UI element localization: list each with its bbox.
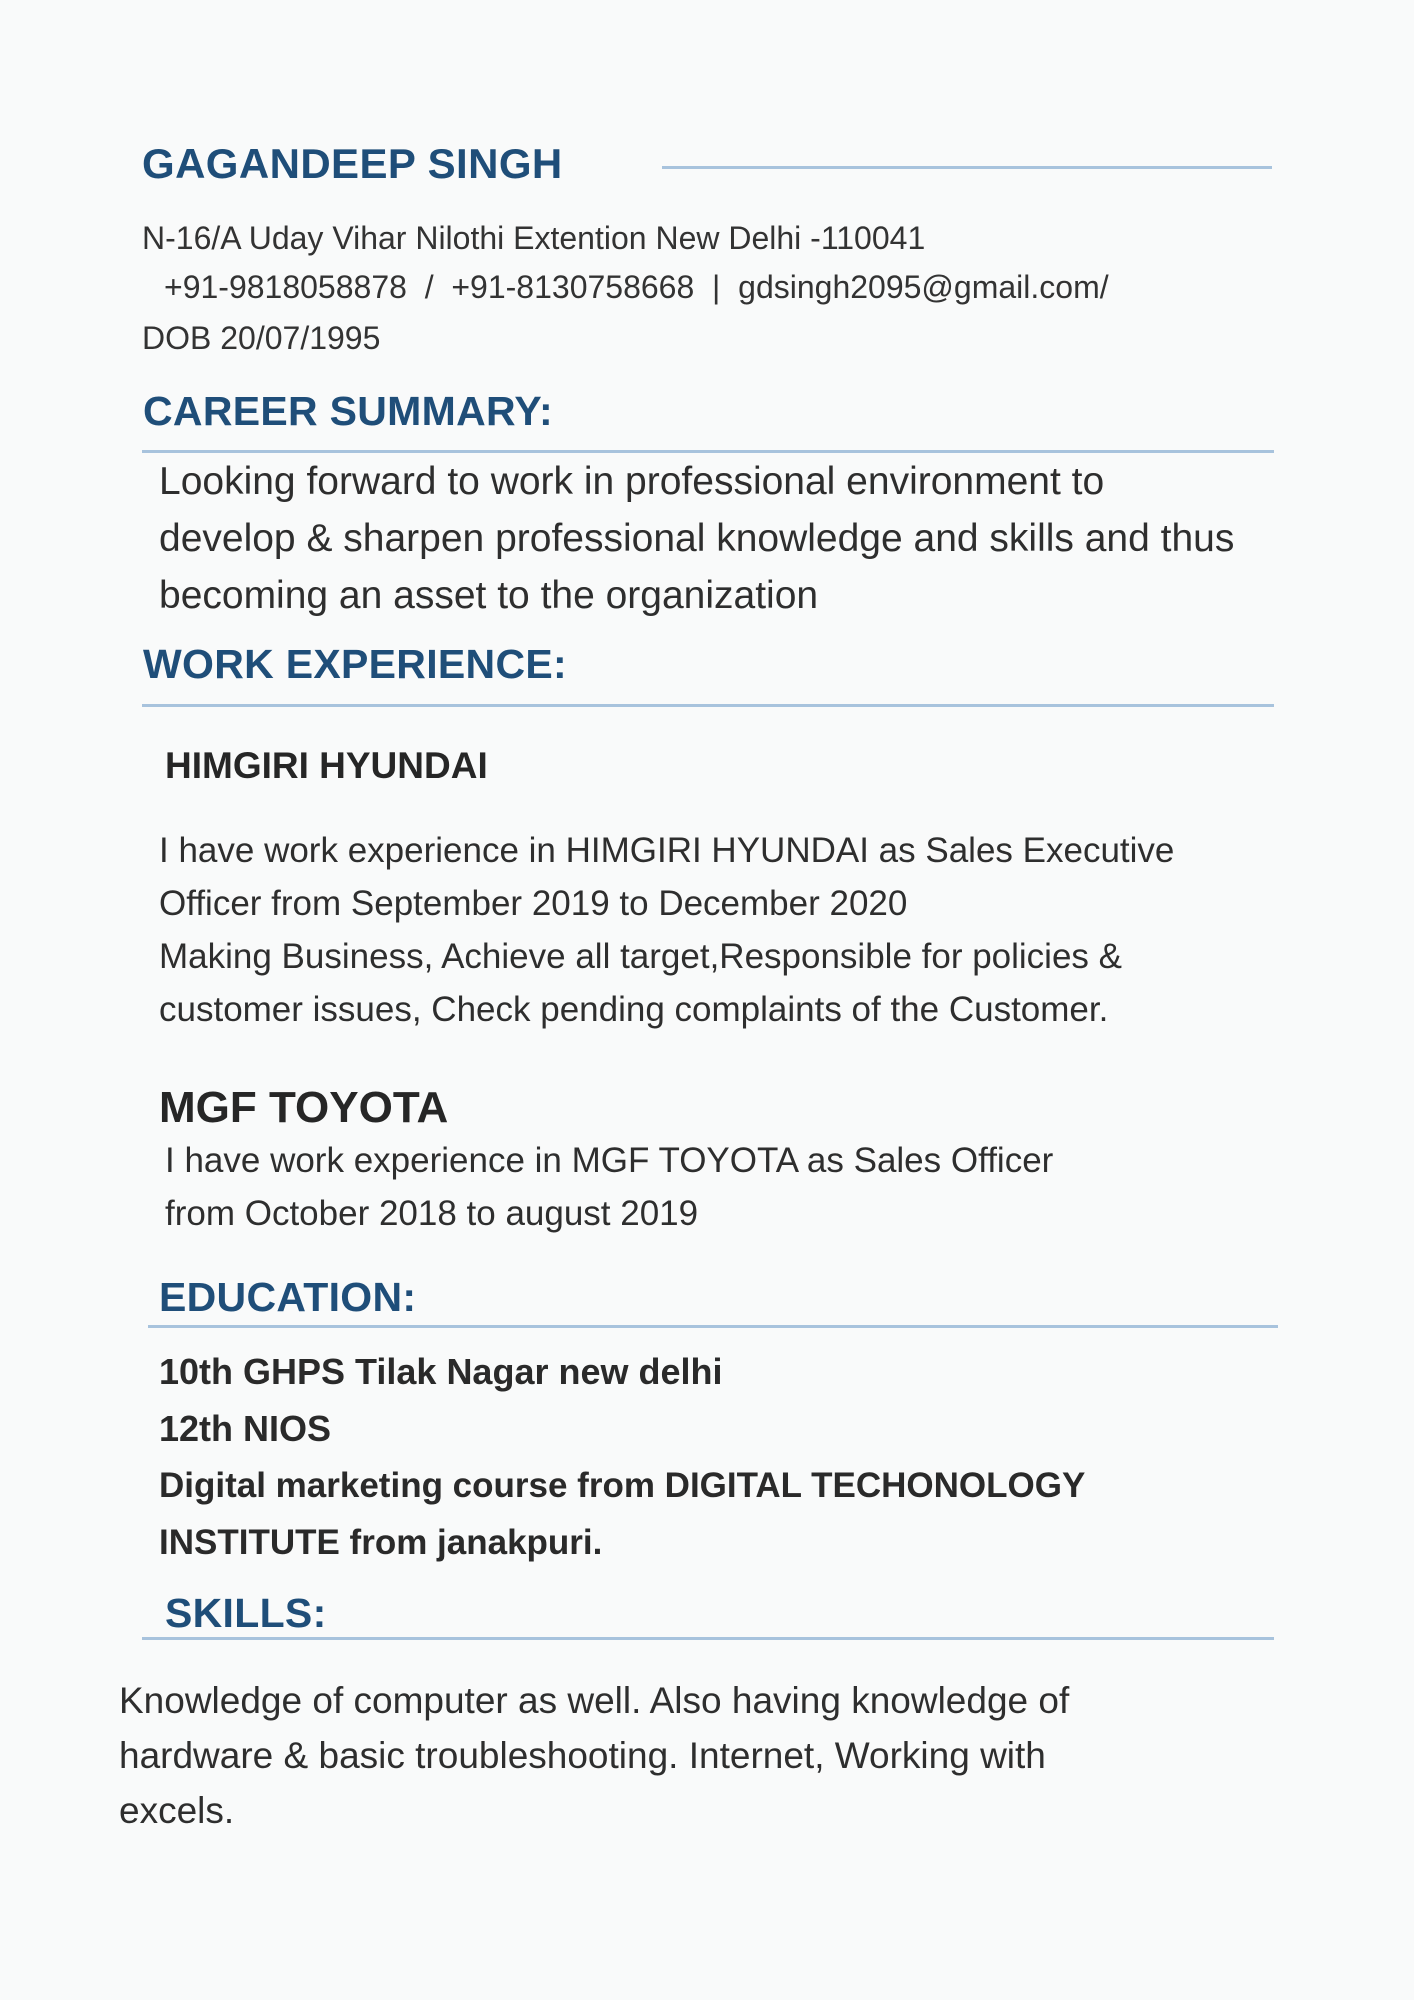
- skills-divider: [142, 1637, 1274, 1640]
- career-summary-text: [159, 453, 1399, 624]
- job-description: [159, 824, 1399, 1036]
- job-description-line: Officer from September 2019 to December 2020: [159, 884, 908, 923]
- job-description: [165, 1134, 1395, 1240]
- job-description-line: I have work experience in HIMGIRI HYUNDAI as Sales Executive: [159, 831, 1175, 870]
- skills-line: excels.: [119, 1790, 235, 1831]
- job-description-line: Making Business, Achieve all target,Responsible for policies &: [159, 937, 1122, 976]
- skills-line: Knowledge of computer as well. Also having knowledge of: [119, 1680, 1070, 1721]
- education-heading: EDUCATION:: [159, 1274, 417, 1320]
- job-company: MGF TOYOTA: [159, 1083, 449, 1132]
- education-list: [159, 1343, 1085, 1571]
- date-of-birth: DOB 20/07/1995: [142, 320, 381, 356]
- education-item: INSTITUTE from janakpuri.: [159, 1523, 603, 1562]
- career-summary-line: becoming an asset to the organization: [159, 574, 819, 617]
- job-description-line: customer issues, Check pending complaints of the Customer.: [159, 990, 1109, 1029]
- address: N-16/A Uday Vihar Nilothi Extention New Delhi -110041: [142, 220, 926, 256]
- education-item: Digital marketing course from DIGITAL TECHONOLOGY: [159, 1466, 1086, 1505]
- education-item: 10th GHPS Tilak Nagar new delhi: [159, 1351, 723, 1392]
- skills-text: [119, 1673, 1379, 1838]
- job-company: HIMGIRI HYUNDAI: [165, 745, 488, 786]
- candidate-name: GAGANDEEP SINGH: [142, 140, 563, 187]
- job-description-line: I have work experience in MGF TOYOTA as Sales Officer: [165, 1141, 1054, 1180]
- contact-line: +91-9818058878 / +91-8130758668 | gdsingh2095@gmail.com/: [164, 269, 1109, 305]
- work-experience-divider: [142, 704, 1274, 707]
- education-divider: [148, 1325, 1278, 1328]
- education-item: 12th NIOS: [159, 1408, 332, 1449]
- career-summary-line: Looking forward to work in professional environment to: [159, 460, 1105, 503]
- job-description-line: from October 2018 to august 2019: [165, 1194, 699, 1233]
- header-divider: [662, 166, 1272, 169]
- career-summary-line: develop & sharpen professional knowledge and skills and thus: [159, 517, 1235, 560]
- career-summary-heading: CAREER SUMMARY:: [143, 388, 553, 434]
- skills-heading: SKILLS:: [165, 1590, 327, 1636]
- work-experience-heading: WORK EXPERIENCE:: [143, 641, 567, 687]
- skills-line: hardware & basic troubleshooting. Internet, Working with: [119, 1735, 1046, 1776]
